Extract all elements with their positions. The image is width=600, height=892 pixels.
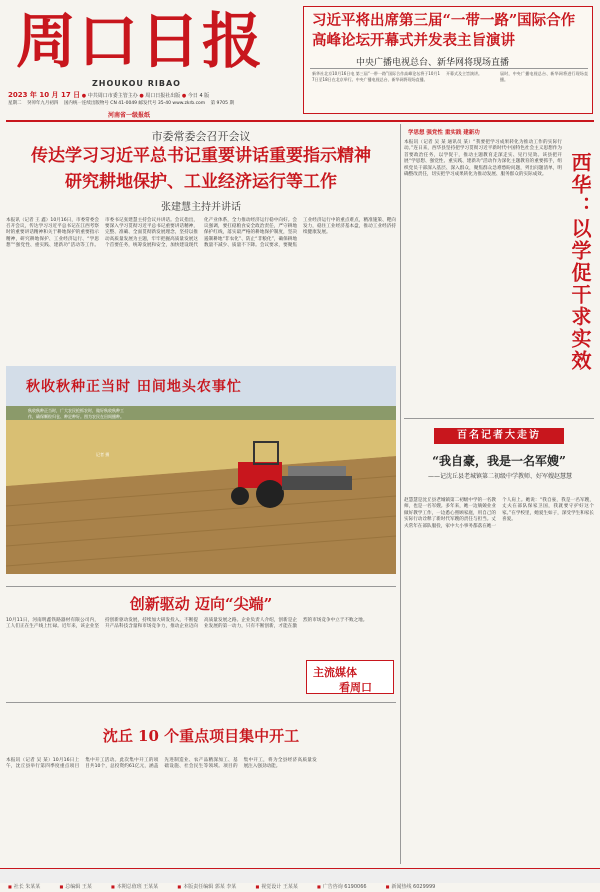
divider [6, 586, 396, 587]
harvest-photo [6, 366, 396, 574]
lead-headline-2[interactable]: 研究耕地保护、工业经济运行等工作 [65, 172, 337, 192]
footer-item: ■ 总编辑 王某 [59, 884, 91, 890]
shenqiu-body: 本报讯（记者 吴 某）10月16日上午，沈丘县举行第四季度重点项目集中开工活动。此次集中开工的项目共10个，总投资约61亿元，涵盖先进制造业、农产品精深加工、基础设施、社会民生等领域。项目的集中开工，将为全县经济高质量发展注入强劲动能。 [6, 758, 317, 770]
lead-story [6, 124, 396, 364]
media-promo-line2: 看周口 [339, 681, 372, 694]
today-pages: 今日 4 版 [187, 93, 210, 99]
tractor-wheel-rear [256, 480, 284, 508]
footer-item: ■ 广告咨询 6190066 [317, 884, 367, 890]
reporter-headline[interactable]: “我自豪，我是一名军嫂” [432, 454, 566, 468]
commentary-tag: 学思想 强党性 重实践 建新功 [408, 130, 480, 136]
innovation-body: 10月11日，河南明鑫铁路器材有限公司内，工人们正在生产线上忙碌。近年来，该企业坚持创新驱动发展，持续加大研发投入，不断提升产品科技含量和市场竞争力，推动企业迈向高质量发展之路。企业负责人介绍，创新是企业发展的第一动力，只有不断创新，才能在激烈的市场竞争中立于不败之地。 [6, 618, 368, 630]
divider [6, 702, 396, 703]
lunar-date: 癸卯年九月初四 [26, 101, 59, 106]
reporter-banner: 百名记者大走访 [434, 428, 564, 444]
lead-subhead: 张建慧主持并讲话 [161, 202, 241, 213]
footer-item: ■ 社长 朱某某 [8, 884, 40, 890]
photo-feature [6, 366, 396, 586]
seeder [282, 476, 352, 490]
footer-item: ■ 视觉设计 王某某 [255, 884, 297, 890]
commentary [404, 124, 594, 414]
weekday: 星期二 [8, 101, 22, 106]
lead-kicker: 市委常委会召开会议 [151, 130, 251, 143]
footer-item: ■ 新闻热线 6029999 [386, 884, 436, 890]
divider [310, 68, 588, 69]
innovation-headline[interactable]: 创新驱动 迈向“尖端” [129, 595, 273, 613]
top-news-source: 中央广播电视总台、新华网将现场直播 [356, 58, 510, 68]
top-news-lead-tail: 开幕式及主旨演讲。 [446, 71, 482, 76]
commentary-body: 本报讯（记者 吴 某 通讯员 某）“我要把学习成果转化为推动工作的实际行动。”连日来，西华县坚持把学习贯彻习近平新时代中国特色社会主义思想作为首要政治任务，以学促干，推动主题教育走深走实、见行见效。该县把开展“学思想、强党性、重实践、建新功”活动作为深化主题教育的重要抓手，组织党员干部深入基层、深入群众，聚焦群众急难愁盼问题，列出问题清单，明确整改责任，切实把学习成果转化为推动发展、服务群众的实际成效。 [404, 140, 562, 178]
publication-codes: 国内统一连续出版物号 CN 41-0049 邮发代号 35-40 www.zkrb.com [63, 101, 206, 106]
commentary-headline[interactable]: 西华：以学促干求实效 [568, 152, 592, 372]
footer [0, 868, 600, 890]
photo-credit: 记者 摄 [96, 452, 110, 457]
photo-caption: 秋收秋种正当时，广大农民抢抓农时，做好秋收秋种工作，确保颗粒归仓、种足种好。图为农民在田间播种。 [28, 408, 124, 419]
masthead-rule [6, 120, 594, 122]
newspaper-logo: 周口日报 [16, 7, 264, 77]
lead-headline-1[interactable]: 传达学习习近平总书记重要讲话重要指示精神 [31, 146, 371, 166]
top-news-box [303, 6, 593, 114]
harvest-field-illustration [6, 366, 396, 574]
reporter-body: 赵慧慧是沈丘县老城镇第二初级中学的一名教师，也是一名军嫂。多年来，她一边兢兢业业做好教学工作，一边悉心照顾家庭，用自己的实际行动诠释了新时代军嫂的责任与担当。丈夫常年在部队服役，家中大小事务都落在她一个人肩上。她说：“我自豪，我是一名军嫂，丈夫在部队保家卫国，我就要守护好这个家。”在学校里，她爱生如子，深受学生和家长喜爱。 [404, 498, 594, 529]
top-news-lead: 新华社北京10月16日电 第三届“一带一路”国际合作高峰论坛将于10月17日至18日在北京举行。中央广播电视总台、新华网将现场直播。 [312, 71, 440, 82]
top-news-headline[interactable]: 习近平将出席第三届“一带一路”国际合作高峰论坛开幕式并发表主旨演讲 [312, 12, 576, 49]
grade-tag: 河南省一级报纸 [108, 112, 151, 119]
publisher: 周口日报社出版 [145, 93, 181, 99]
media-promo-line1: 主流媒体 [313, 666, 357, 679]
ornament-icon: ● [181, 93, 187, 99]
newspaper-pinyin: ZHOUKOU RIBAO [92, 79, 181, 88]
ornament-icon: ● [139, 93, 144, 99]
issue-line [8, 92, 300, 100]
shenqiu-headline[interactable]: 沈丘 10 个重点项目集中开工 [102, 727, 300, 745]
seeder-hopper [288, 466, 346, 476]
footer-item: ■ 本版责任编辑 郭某 李某 [177, 884, 236, 890]
reporter-subhead: ——记沈丘县老城镇第二初级中学教师、好军嫂赵慧慧 [427, 473, 572, 480]
column-divider [400, 124, 401, 864]
footer-item: ■ 本期总值班 王某某 [111, 884, 158, 890]
innovation-story [6, 590, 396, 700]
reporter-feature [404, 422, 594, 866]
issue-number: 第 9705 期 [210, 101, 234, 106]
media-promo[interactable] [306, 660, 394, 694]
masthead [0, 0, 600, 118]
top-news-lead-right: 届时，中央广播电视总台、新华网将进行现场直播。 [500, 71, 588, 82]
issue-date: 2023 年 10 月 17 日 [8, 91, 81, 99]
lead-body: 本报讯（记者 王 鑫）10月16日，市委常委会召开会议，传达学习习近平总书记在江西考察时的重要讲话精神和关于耕地保护的重要指示精神，研究耕地保护、工业经济运行、“学思想”“强党性、重实践、建新功”活动等工作。市委书记张建慧主持会议并讲话。会议指出，要深入学习贯彻习近平总书记重要讲话精神，完整、准确、全面贯彻新发展理念，坚持以推动高质量发展为主题，牢牢把握高质量发展这个首要任务，统筹发展和安全，加快建设现代化产业体系，全力推动经济运行稳中向好。会议强调，要扛稳粮食安全政治责任，严守耕地保护红线，落实最严格的耕地保护制度，坚决遏制耕地“非农化”、防止“非粮化”，确保耕地数量不减少、质量不下降。会议要求，要聚焦工业经济运行中的重点难点，精准施策、靶向发力，稳住工业经济基本盘，推动工业经济持续健康发展。 [6, 218, 396, 248]
photo-title: 秋收秋种正当时 田间地头农事忙 [26, 379, 242, 395]
shenqiu-story [6, 706, 396, 866]
sponsor: 中共周口市委主管主办 [87, 93, 138, 99]
issue-line-2 [8, 101, 300, 108]
divider [404, 418, 594, 419]
tractor-wheel-front [231, 487, 249, 505]
ornament-icon: ● [81, 93, 87, 99]
